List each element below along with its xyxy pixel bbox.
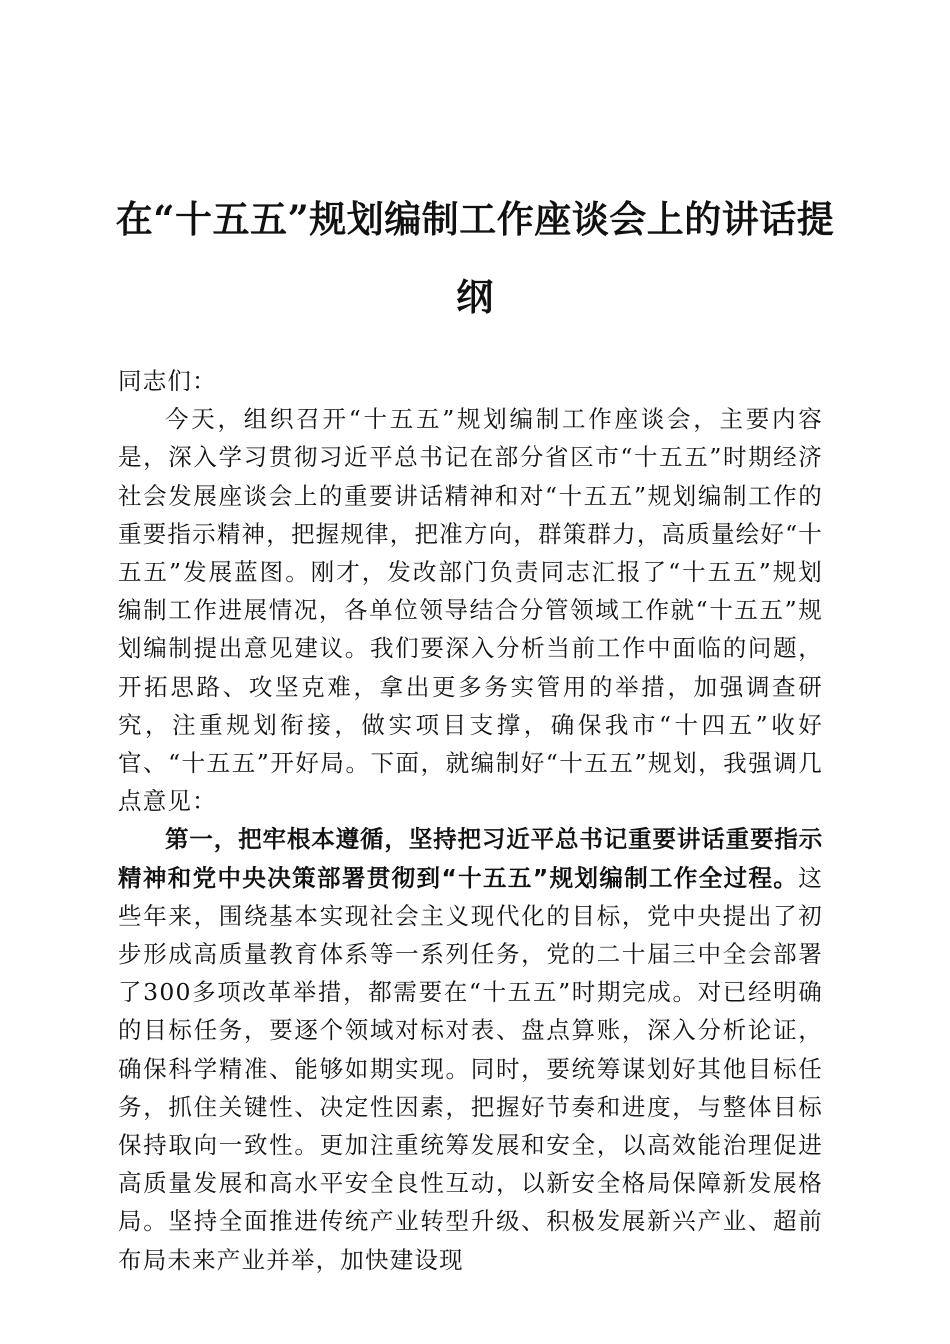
document-title: 在“十五五”规划编制工作座谈会上的讲话提纲: [115, 197, 835, 319]
intro-paragraph: 今天，组织召开“十五五”规划编制工作座谈会，主要内容是，深入学习贯彻习近平总书记在部分省区市“十五五”时期经济社会发展座谈会上的重要讲话精神和对“十五五”规划编制工作的重要指示精神，把握规律，把准方向，群策群力，高质量绘好“十五五”发展蓝图。刚才，发改部门负责同志汇报了“十五五”规划编制工作进展情况，各单位领导结合分管领域工作就“十五五”规划编制提出意见建议。我们要深入分析当前工作中面临的问题，开拓思路、攻坚克难，拿出更多务实管用的举措，加强调查研究，注重规划衔接，做实项目支撑，确保我市“十四五”收好官、“十五五”开好局。下面，就编制好“十五五”规划，我强调几点意见：: [118, 405, 823, 816]
document-body: [118, 362, 823, 1279]
section-one-paragraph: [118, 820, 823, 1278]
salutation: 同志们：: [118, 367, 217, 395]
section-one-body: 这些年来，围绕基本实现社会主义现代化的目标，党中央提出了初步形成高质量教育体系等一系列任务，党的二十届三中全会部署了300多项改革举措，都需要在“十五五”时期完成。对已经明确的目标任务，要逐个领域对标对表、盘点算账，深入分析论证，确保科学精准、能够如期实现。同时，要统筹谋划好其他目标任务，抓住关键性、决定性因素，把握好节奏和进度，与整体目标保持取向一致性。更加注重统筹发展和安全，以高效能治理促进高质量发展和高水平安全良性互动，以新安全格局保障新发展格局。坚持全面推进传统产业转型升级、积极发展新兴产业、超前布局未来产业并举，加快建设现: [118, 863, 823, 1274]
section-one-heading: 第一，把牢根本遵循，坚持把习近平总书记重要讲话重要指示精神和党中央决策部署贯彻到“十五五”规划编制工作全过程。: [118, 825, 823, 892]
